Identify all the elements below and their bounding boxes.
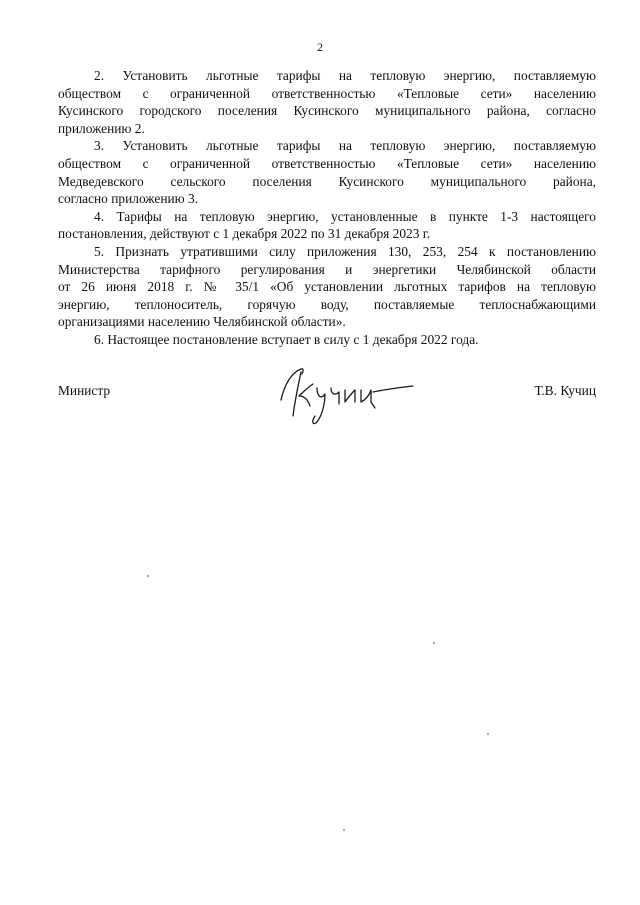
paragraph-4 [58, 208, 596, 243]
text-line: приложению 2. [58, 120, 145, 136]
text-line: Министерства тарифного регулирования и энергетики Челябинской области [58, 261, 596, 277]
paragraph-6 [58, 331, 596, 349]
text-line: 6. Настоящее постановление вступает в силу с 1 декабря 2022 года. [94, 331, 479, 347]
document-body [58, 67, 596, 349]
text-line: постановления, действуют с 1 декабря 2022 по 31 декабря 2023 г. [58, 226, 431, 242]
text-line: Медведевского сельского поселения Кусинского муниципального района, [58, 173, 596, 189]
text-line: энергию, теплоноситель, горячую воду, поставляемые теплоснабжающими [58, 296, 596, 312]
signatory-name: Т.В. Кучиц [534, 383, 596, 398]
text-line: обществом с ограниченной ответственностью «Тепловые сети» населению [58, 155, 596, 171]
scan-speck [147, 575, 149, 577]
text-line: согласно приложению 3. [58, 191, 199, 207]
page-number: 2 [317, 40, 323, 54]
scan-speck [487, 733, 489, 735]
text-line: от 26 июня 2018 г. № 35/1 «Об установлении льготных тарифов на тепловую [58, 279, 596, 295]
text-line: 2. Установить льготные тарифы на тепловую энергию, поставляемую [94, 68, 596, 83]
scan-speck [343, 829, 345, 831]
signatory-position: Министр [58, 383, 111, 398]
handwritten-signature [277, 360, 417, 430]
text-line: организациями населению Челябинской области». [58, 314, 346, 330]
scan-speck [433, 642, 435, 644]
paragraph-5 [58, 243, 596, 331]
text-line: Кусинского городского поселения Кусинского муниципального района, согласно [58, 103, 596, 119]
paragraph-3 [58, 137, 596, 207]
text-line: 3. Установить льготные тарифы на тепловую энергию, поставляемую [94, 138, 596, 154]
text-line: 4. Тарифы на тепловую энергию, установленные в пункте 1-3 настоящего [94, 208, 596, 224]
paragraph-2 [58, 67, 596, 137]
text-line: 5. Признать утратившими силу приложения 130, 253, 254 к постановлению [94, 243, 596, 259]
text-line: обществом с ограниченной ответственностью «Тепловые сети» населению [58, 85, 596, 101]
